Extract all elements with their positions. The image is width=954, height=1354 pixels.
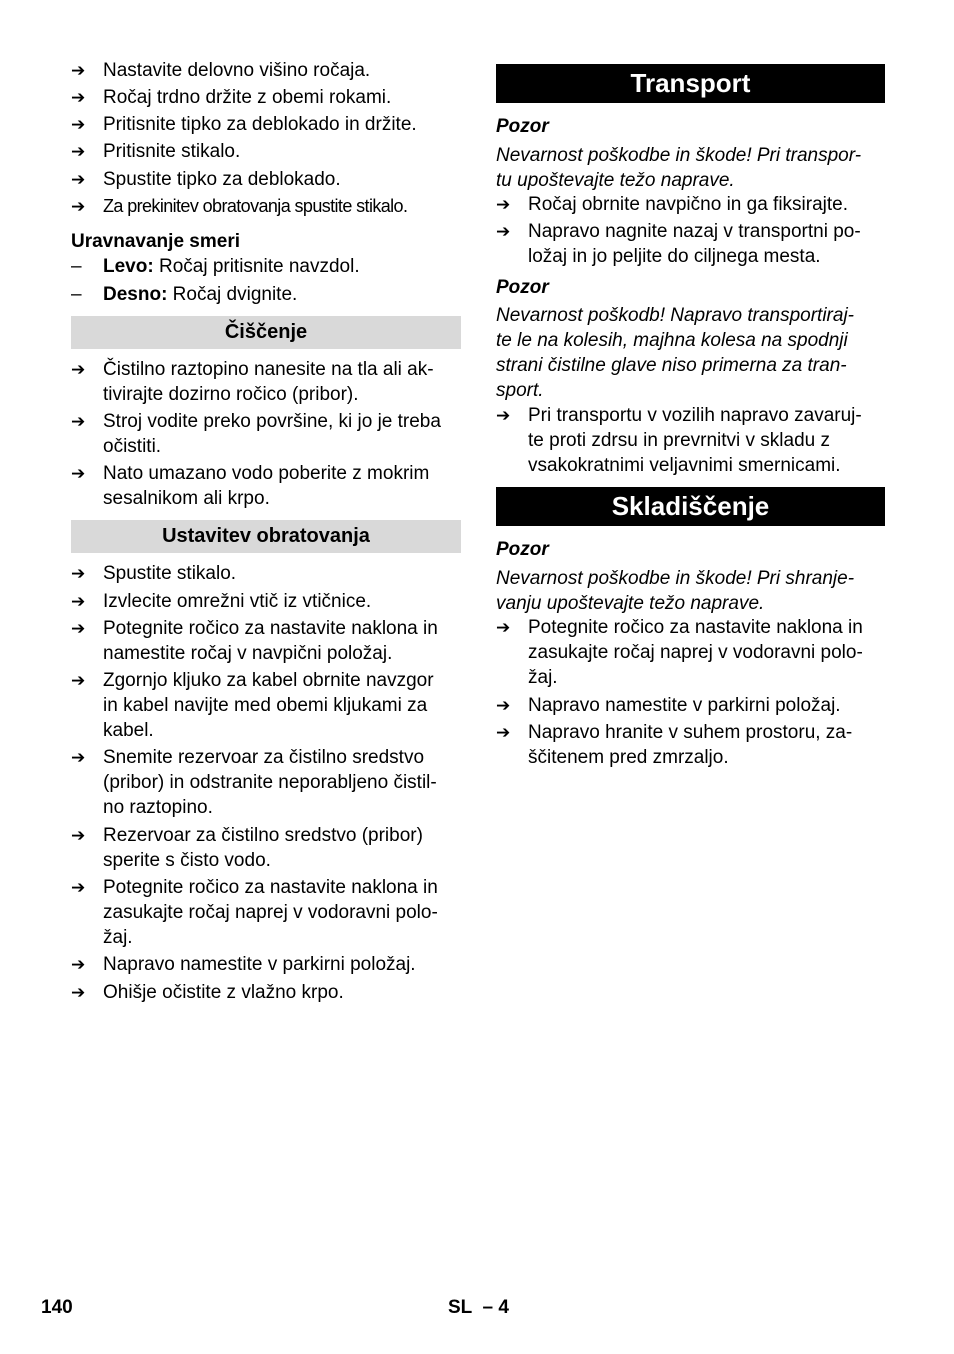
step-item	[71, 461, 461, 511]
step-item	[496, 192, 885, 217]
section-heading-stop: Ustavitev obratovanja	[71, 520, 461, 553]
step-item	[71, 58, 461, 83]
section-heading-cleaning: Čiščenje	[71, 316, 461, 349]
caution-text: Nevarnost poškodbe in škode! Pri transpor- tu upoštevajte težo naprave.	[496, 145, 862, 191]
step-item	[71, 139, 461, 164]
step-text: Potegnite ročico za nastavite naklona in namestite ročaj v navpični položaj.	[103, 618, 438, 664]
step-item	[496, 403, 885, 478]
step-item	[496, 219, 885, 269]
step-item	[71, 875, 461, 950]
page-number: 140	[41, 1297, 73, 1318]
arrow-right-icon: ➔	[71, 88, 86, 108]
arrow-right-icon: ➔	[71, 197, 86, 217]
step-text: Pritisnite tipko za deblokado in držite.	[103, 114, 417, 135]
step-text: Napravo namestite v parkirni položaj.	[528, 695, 841, 716]
step-item	[71, 952, 461, 977]
step-item	[71, 745, 461, 820]
step-text: Potegnite ročico za nastavite naklona in zasukajte ročaj naprej v vodoravni polo- žaj.	[528, 617, 863, 688]
step-item	[71, 823, 461, 873]
arrow-right-icon: ➔	[71, 592, 86, 612]
arrow-right-icon: ➔	[71, 671, 86, 691]
step-text: Ročaj obrnite navpično in ga fiksirajte.	[528, 194, 849, 215]
arrow-right-icon: ➔	[496, 696, 511, 716]
step-text: Čistilno raztopino nanesite na tla ali ak- tivirajte dozirno ročico (pribor).	[103, 359, 434, 405]
arrow-right-icon: ➔	[71, 983, 86, 1003]
step-text: Napravo hranite v suhem prostoru, za- ščitenem pred zmrzaljo.	[528, 722, 853, 768]
step-text: Snemite rezervoar za čistilno sredstvo (pribor) in odstranite neporabljeno čistil- no raztopino.	[103, 747, 437, 818]
arrow-right-icon: ➔	[71, 360, 86, 380]
arrow-right-icon: ➔	[71, 170, 86, 190]
list-item	[71, 282, 461, 307]
arrow-right-icon: ➔	[71, 142, 86, 162]
step-item	[496, 720, 885, 770]
list-item	[71, 254, 461, 279]
step-item	[71, 980, 461, 1005]
item-text: Ročaj dvignite.	[167, 284, 298, 305]
caution-label: Pozor	[496, 539, 549, 560]
step-text: Spustite stikalo.	[103, 563, 237, 584]
step-item	[71, 167, 461, 192]
arrow-right-icon: ➔	[71, 412, 86, 432]
step-text: Ročaj trdno držite z obemi rokami.	[103, 87, 392, 108]
step-item	[496, 615, 885, 690]
step-item	[71, 194, 461, 219]
item-text: Ročaj pritisnite navzdol.	[153, 256, 360, 277]
step-text: Ohišje očistite z vlažno krpo.	[103, 982, 344, 1003]
step-text: Napravo namestite v parkirni položaj.	[103, 954, 416, 975]
arrow-right-icon: ➔	[71, 564, 86, 584]
step-text: Nastavite delovno višino ročaja.	[103, 60, 371, 81]
step-item	[71, 409, 461, 459]
item-label: Levo:	[103, 256, 154, 277]
arrow-right-icon: ➔	[71, 61, 86, 81]
step-item	[71, 85, 461, 110]
step-text: Za prekinitev obratovanja spustite stikalo.	[103, 196, 408, 216]
arrow-right-icon: ➔	[496, 406, 511, 426]
dash-bullet: –	[71, 284, 82, 305]
arrow-right-icon: ➔	[496, 723, 511, 743]
caution-text: Nevarnost poškodbe in škode! Pri shranje- vanju upoštevajte težo naprave.	[496, 568, 855, 614]
step-text: Stroj vodite preko površine, ki jo je treba očistiti.	[103, 411, 441, 457]
caution-text: Nevarnost poškodb! Napravo transportiraj- te le na kolesih, majhna kolesa na spodnji strani čistilne glave niso primerna za tran- sport.	[496, 305, 855, 401]
item-label: Desno:	[103, 284, 168, 305]
direction-heading: Uravnavanje smeri	[71, 231, 240, 252]
step-text: Spustite tipko za deblokado.	[103, 169, 341, 190]
arrow-right-icon: ➔	[496, 195, 511, 215]
arrow-right-icon: ➔	[71, 878, 86, 898]
dash-bullet: –	[71, 256, 82, 277]
step-text: Pritisnite stikalo.	[103, 141, 241, 162]
step-item	[496, 693, 885, 718]
step-item	[71, 616, 461, 666]
step-text: Zgornjo kljuko za kabel obrnite navzgor in kabel navijte med obemi kljukami za kabel.	[103, 670, 434, 741]
step-text: Rezervoar za čistilno sredstvo (pribor) sperite s čisto vodo.	[103, 825, 423, 871]
step-text: Pri transportu v vozilih napravo zavaruj- te proti zdrsu in prevrnitvi v skladu z vsakokratnimi veljavnimi smernicami.	[528, 405, 862, 476]
step-text: Napravo nagnite nazaj v transportni po- ložaj in jo peljite do ciljnega mesta.	[528, 221, 861, 267]
arrow-right-icon: ➔	[71, 619, 86, 639]
section-heading-storage: Skladiščenje	[496, 487, 885, 526]
section-heading-transport: Transport	[496, 64, 885, 103]
step-text: Potegnite ročico za nastavite naklona in zasukajte ročaj naprej v vodoravni polo- žaj.	[103, 877, 438, 948]
step-item	[71, 668, 461, 743]
step-item	[71, 112, 461, 137]
language-page-label: SL – 4	[448, 1297, 509, 1318]
step-item	[71, 561, 461, 586]
step-text: Izvlecite omrežni vtič iz vtičnice.	[103, 591, 372, 612]
arrow-right-icon: ➔	[71, 115, 86, 135]
step-item	[71, 357, 461, 407]
arrow-right-icon: ➔	[71, 748, 86, 768]
arrow-right-icon: ➔	[496, 618, 511, 638]
step-item	[71, 589, 461, 614]
arrow-right-icon: ➔	[71, 464, 86, 484]
arrow-right-icon: ➔	[496, 222, 511, 242]
arrow-right-icon: ➔	[71, 955, 86, 975]
caution-label: Pozor	[496, 116, 549, 137]
step-text: Nato umazano vodo poberite z mokrim sesalnikom ali krpo.	[103, 463, 430, 509]
arrow-right-icon: ➔	[71, 826, 86, 846]
caution-label: Pozor	[496, 277, 549, 298]
